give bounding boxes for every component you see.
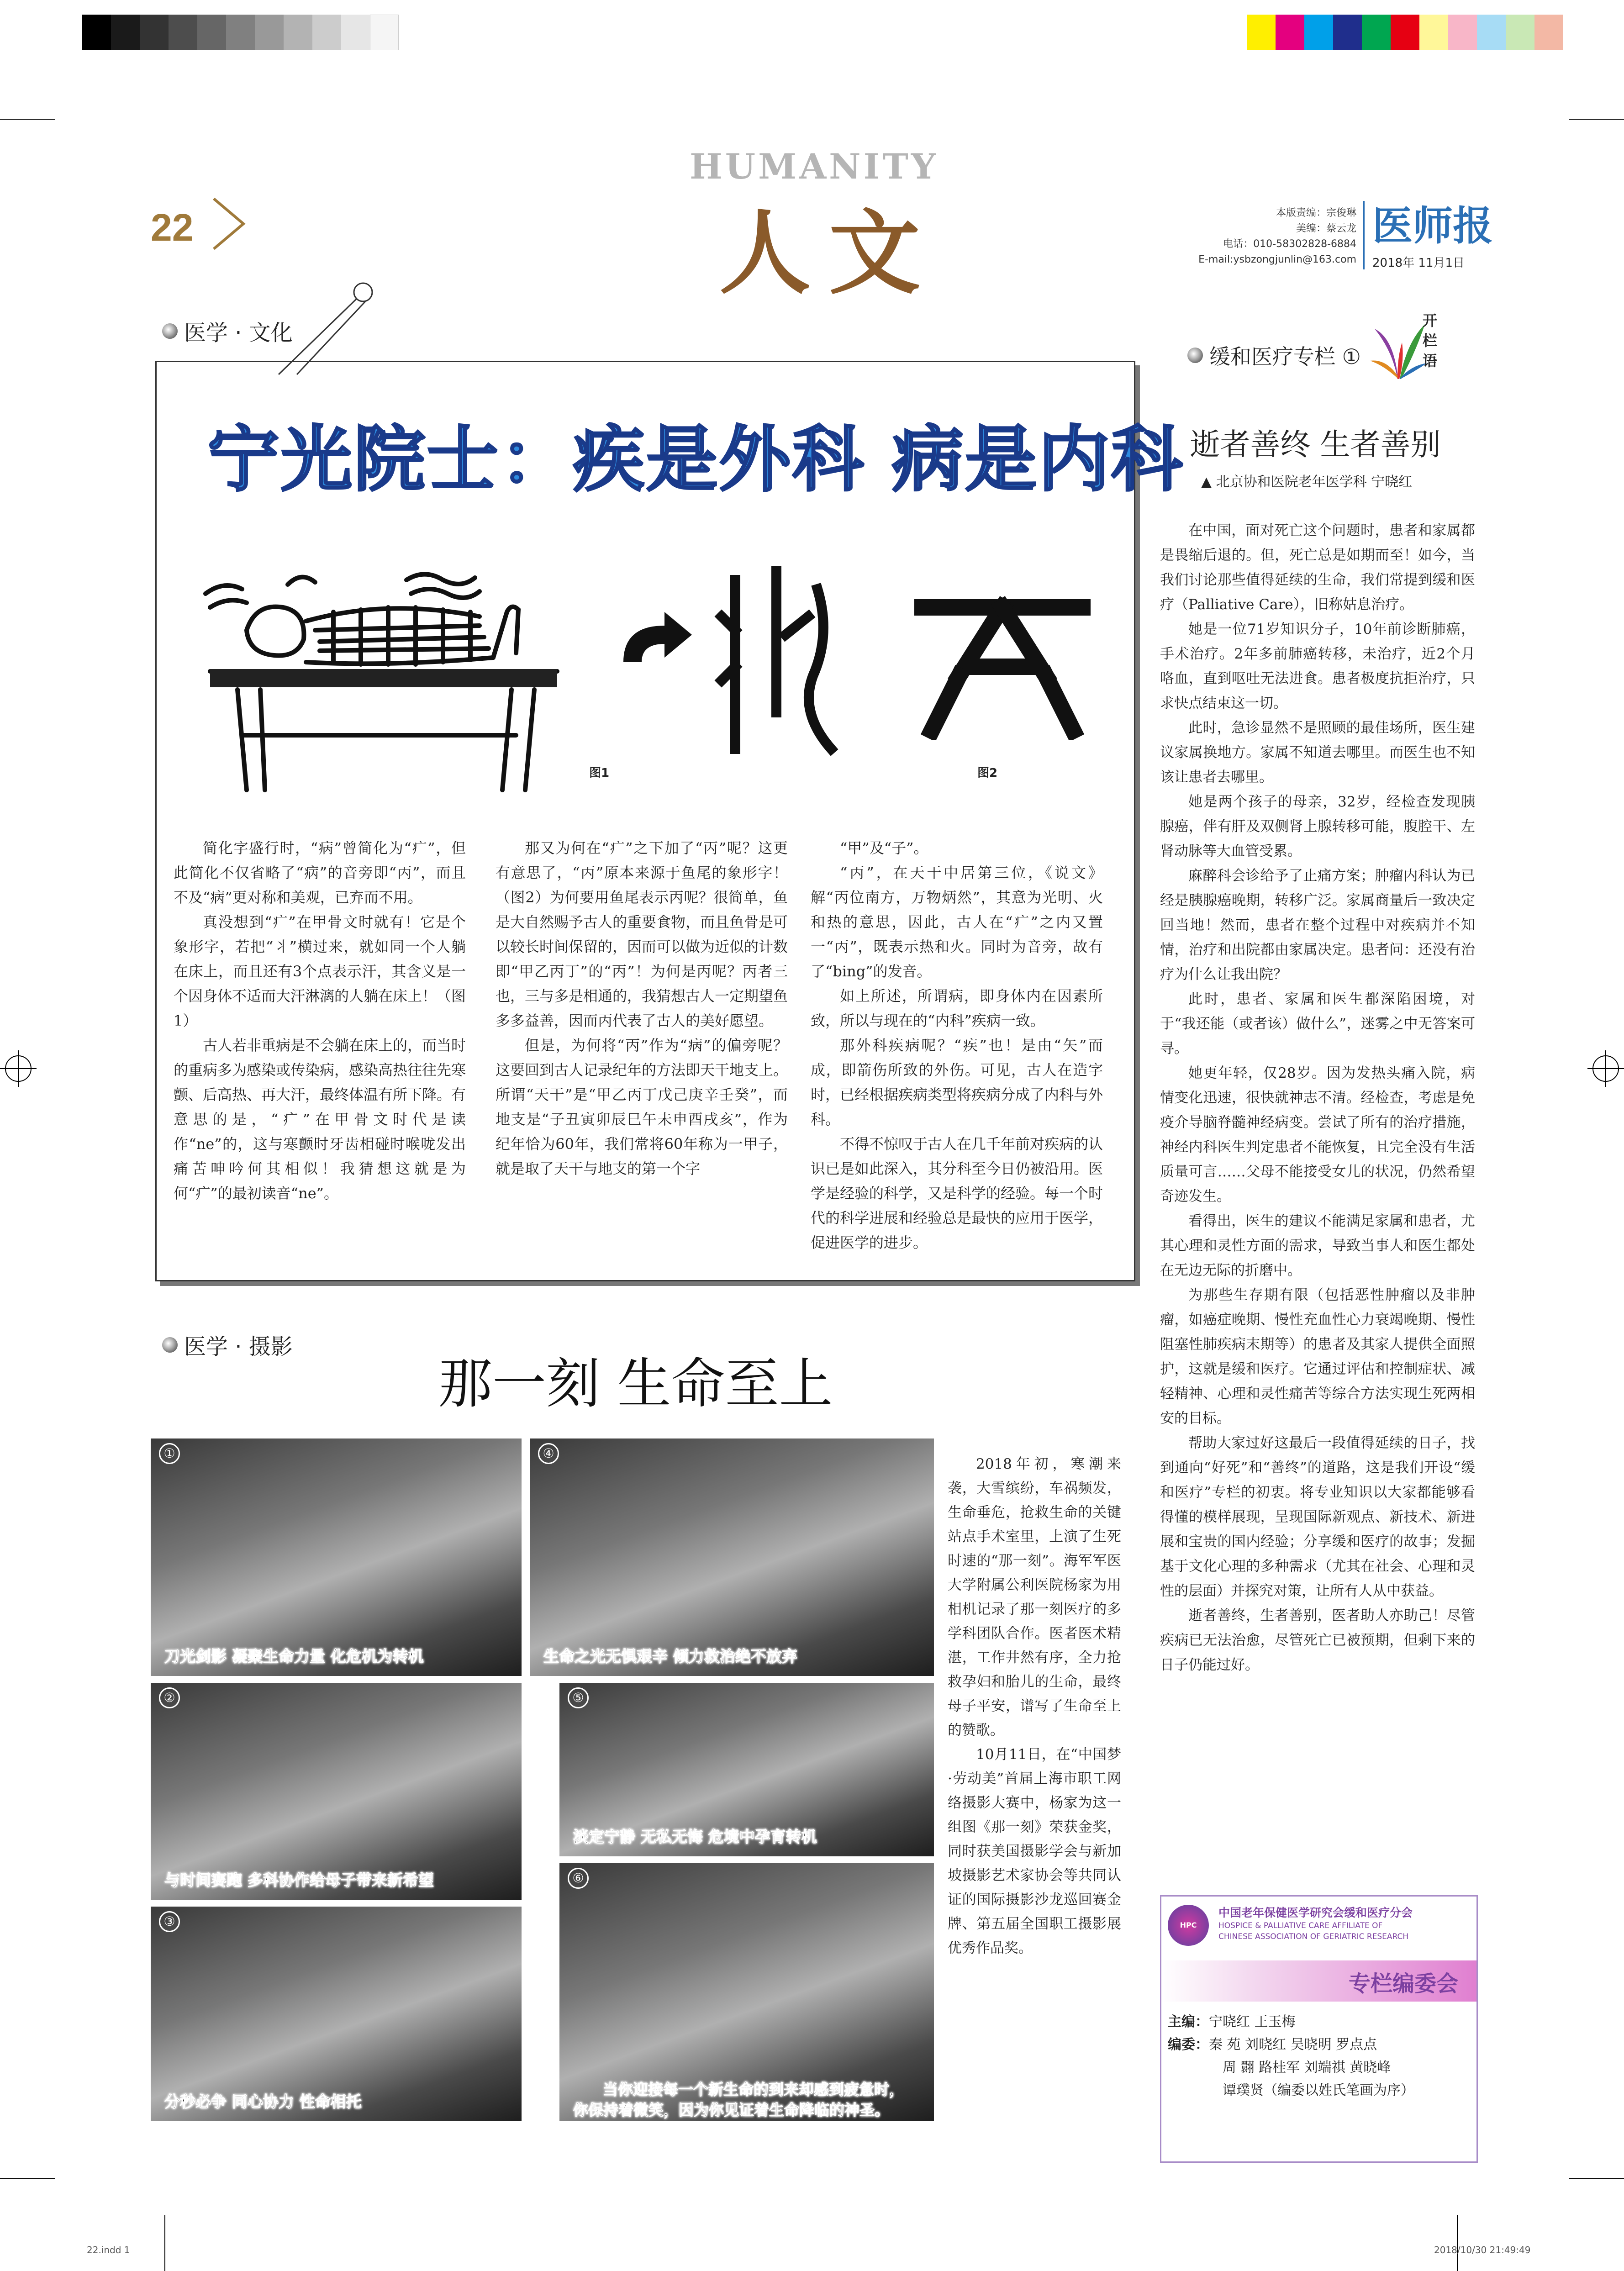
association-logo: HPC [1168,1905,1209,1946]
photo-caption: 与时间赛跑 多科协作给母子带来新希望 [164,1871,434,1890]
paragraph: 古人若非重病是不会躺在床上的，而当时的重病多为感染或传染病，感染高热往往先寒颤、后高热、再大汗，最终体温有所下降。有意思的是，“疒”在甲骨文时代是读作“ne”的，这与寒颤时牙齿相碰时喉咙发出痛苦呻吟何其相似！我猜想这就是为何“疒”的最初读音“ne”。 [174,1037,466,1202]
crop-mark [0,2178,55,2179]
phone-line: 电话：010-58302828-6884 [1223,238,1356,250]
gray-calibration-bar [82,15,399,50]
paragraph: 此时，患者、家属和医生都深陷困境，对于“我还能（或者该）做什么”，迷雾之中无答案可寻。 [1160,991,1475,1057]
paragraph: 那外科疾病呢？“疾”也！是由“矢”而成，即箭伤所致的外伤。可见，古人在造字时，已经根据疾病类型将疾病分成了内科与外科。 [811,1037,1103,1128]
column-body [1160,518,1475,1677]
paragraph: 她是两个孩子的母亲，32岁，经检查发现胰腺癌，伴有肝及双侧肾上腺转移可能，腹腔干、左肾动脉等大血管受累。 [1160,794,1475,859]
paragraph: 不得不惊叹于古人在几千年前对疾病的认识已是如此深入，其分科至今日仍被沿用。医学是经验的科学，又是科学的经验。每一个时代的科学进展和经验总是最快的应用于医学，促进医学的进步。 [811,1135,1103,1251]
paragraph: 10月11日，在“中国梦·劳动美”首届上海市职工网络摄影大赛中，杨家为这一组图《那一刻》荣获金奖，同时获美国摄影学会与新加坡摄影艺术家协会等共同认证的国际摄影沙龙巡回赛金牌、第五届全国职工摄影展优秀作品奖。 [948,1746,1121,1956]
paragraph: 为那些生存期有限（包括恶性肿瘤以及非肿瘤，如癌症晚期、慢性充血性心力衰竭晚期、慢性阻塞性肺疾病末期等）的患者及其家人提供全面照护，这就是缓和医疗。它通过评估和控制症状、减轻精神、心理和灵性痛苦等综合方法实现生死两相安的目标。 [1160,1287,1475,1427]
editor-info [1169,205,1356,268]
color-calibration-bar [1247,15,1563,50]
bullet-dot-icon [162,1337,178,1353]
committee-members [1168,2011,1469,2102]
paragraph: 但是，为何将“丙”作为“病”的偏旁呢？这要回到古人记录纪年的方法即天干地支上。所谓“天干”是“甲乙丙丁戊己庚辛壬癸”，而地支是“子丑寅卯辰巳午未申酉戌亥”，作为纪年恰为60年，我们常将60年称为一甲子，就是取了天干与地支的第一个字 [496,1037,788,1177]
members-line: 秦 苑 刘晓红 吴晓明 罗点点 [1209,2037,1377,2053]
association-name-en-1: HOSPICE & PALLIATIVE CARE AFFILIATE OF [1218,1921,1383,1930]
crop-mark [164,2215,165,2271]
paragraph: “丙”，在天干中居第三位，《说文》解“丙位南方，万物炳然”，其意为光明、火和热的意思，因此，古人在“疒”之内又置一“丙”，既表示热和火。同时为音旁，故有了“bing”的发音。 [811,864,1103,980]
crop-mark [1569,2178,1624,2179]
association-name-cn: 中国老年保健医学研究会缓和医疗分会 [1218,1906,1413,1919]
surgery-photo-5 [559,1683,934,1856]
photo-number: ① [159,1443,180,1464]
article-column-3 [811,836,1103,1255]
registration-mark-right [1587,1032,1624,1105]
members-line: 周 翾 路桂军 刘端祺 黄晓峰 [1223,2060,1391,2076]
paragraph: 简化字盛行时，“病”曾简化为“疒”，但此简化不仅省略了“病”的音旁即“丙”，而且不及“病”更对称和美观，已弃而不用。 [174,839,466,906]
editor-line: 本版责编：宗俊琳 [1276,207,1356,219]
photo-caption: 分秒必争 同心协力 性命相托 [164,2093,362,2111]
surgery-photo-6 [559,1863,934,2121]
photo-number: ⑤ [568,1687,589,1708]
photo-number: ③ [159,1911,180,1932]
crop-mark [0,119,55,120]
curved-arrow-icon [614,603,696,667]
figure1-caption: 图1 [589,766,610,780]
paragraph: 那又为何在“疒”之下加了“丙”呢？这更有意思了，“丙”原本来源于鱼尾的象形字！（图2）为何要用鱼尾表示丙呢？很简单，鱼是大自然赐予古人的重要食物，而且鱼骨是可以较长时间保留的，因而可以做为近似的计数即“甲乙丙丁”的“丙”！为何是丙呢？丙者三也，三与多是相通的，我猜想古人一定期望鱼多多益善，因而丙代表了古人的美好愿望。 [496,839,788,1029]
registration-mark-left [0,1032,37,1105]
photo-number: ⑥ [568,1868,589,1889]
photo-section-title: 那一刻 生命至上 [438,1352,833,1415]
paragraph: 帮助大家过好这最后一段值得延续的日子，找到通向“好死”和“善终”的道路，这是我们开设“缓和医疗”专栏的初衷。将专业知识以大家都能够看得懂的模样展现，呈现国际新观点、新技术、新进展和宝贵的国内经验；分享缓和医疗的故事；发掘基于文化心理的多种需求（尤其在社会、心理和灵性的层面）并探究对策，让所有人从中获益。 [1160,1435,1475,1599]
paragraph: 她是一位71岁知识分子，10年前诊断肺癌，手术治疗。2年多前肺癌转移，未治疗，近2个月咯血，直到呕吐无法进食。患者极度抗拒治疗，只求快点结束这一切。 [1160,621,1475,711]
page-number: 22 [151,206,194,249]
article-column-2 [496,836,788,1181]
file-timestamp: 2018/10/30 21:49:49 [1434,2245,1531,2255]
photo-article-body [948,1452,1121,1960]
chief-editor-label: 主编： [1168,2014,1209,2030]
article-column-1 [174,836,466,1206]
paragraph: 在中国，面对死亡这个问题时，患者和家属都是畏缩后退的。但，死亡总是如期而至！如今，当我们讨论那些值得延续的生命，我们常提到缓和医疗（Palliative Care），旧称姑息治疗。 [1160,522,1475,613]
email-line: E-mail:ysbzongjunlin@163.com [1198,254,1356,265]
paragraph: 如上所述，所谓病，即身体内在因素所致，所以与现在的“内科”疾病一致。 [811,987,1103,1029]
header-divider [1363,201,1365,269]
editorial-committee-box [1160,1895,1478,2163]
column-title: 逝者善终 生者善别 [1190,427,1441,462]
surgery-photo-4 [530,1438,934,1676]
paragraph: 逝者善终，生者善别，医者助人亦助己！尽管疾病已无法治愈，尽管死亡已被预期，但剩下来的日子仍能过好。 [1160,1607,1475,1673]
colorful-leaves-logo-icon [1366,311,1429,384]
members-label: 编委： [1168,2037,1209,2053]
column-byline: ▲ 北京协和医院老年医学科 宁晓红 [1201,474,1413,490]
photo-caption: 刀光剑影 凝聚生命力量 化危机为转机 [164,1648,424,1666]
designer-line: 美编：蔡云龙 [1296,223,1356,234]
figure2-oracle-glyph-2 [913,594,1091,740]
paragraph: “甲”及“子”。 [840,839,928,857]
members-line: 谭璞贤（编委以姓氏笔画为序） [1223,2082,1414,2098]
crop-mark [1457,2215,1458,2271]
paragraph: 看得出，医生的建议不能满足家属和患者，尤其心理和灵性方面的需求，导致当事人和医生都处在无边无际的折磨中。 [1160,1213,1475,1279]
article-headline: 宁光院士：疾是外科 病是内科 [208,418,1185,501]
surgery-photo-3 [151,1907,522,2121]
opening-remarks-label: 开栏语 [1423,312,1438,369]
surgery-photo-1 [151,1438,522,1676]
column-tag-palliative [1187,340,1361,370]
figure2-oracle-glyph-1 [712,562,854,763]
paragraph: 此时，急诊显然不是照顾的最佳场所，医生建议家属换地方。家属不知道去哪里。而医生也不知该让患者去哪里。 [1160,720,1475,785]
section-tag-photography [162,1329,293,1360]
bullet-dot-icon [1187,348,1203,363]
photo-number: ④ [538,1443,559,1464]
photo-caption-line2: 你保持着微笑，因为你见证着生命降临的神圣。 [573,2101,890,2119]
section-title-en: HUMANITY [690,146,939,187]
photo-caption: 淡定宁静 无私无悔 危境中孕育转机 [573,1828,817,1846]
column-tag-label: 缓和医疗专栏 ① [1209,344,1361,369]
association-name-en-2: CHINESE ASSOCIATION OF GERIATRIC RESEARCH [1218,1932,1409,1941]
bullet-dot-icon [162,323,178,339]
figure2-caption: 图2 [977,766,998,780]
crop-mark [1569,119,1624,120]
section-title-cn: 人文 [719,200,939,307]
tag-label: 医学 · 文化 [184,320,293,346]
surgery-photo-2 [151,1683,522,1900]
photo-caption-line1: 当你迎接每一个新生命的到来却感到疲惫时， [603,2081,904,2098]
paragraph: 2018年初，寒潮来袭，大雪缤纷，车祸频发，生命垂危，抢救生命的关键站点手术室里，上演了生死时速的“那一刻”。海军军医大学附属公利医院杨家为用相机记录了那一刻医疗的多学科团队合作。医者医术精湛，工作井然有序，全力抢救孕妇和胎儿的生命，最终母子平安，谱写了生命至上的赞歌。 [948,1456,1121,1739]
paragraph: 她更年轻，仅28岁。因为发热头痛入院，病情变化迅速，很快就神志不清。经检查，考虑是免疫介导脑脊髓神经病变。尝试了所有的治疗措施，神经内科医生判定患者不能恢复，且完全没有生活质量可言……父母不能接受女儿的状况，仍然希望奇迹发生。 [1160,1065,1475,1205]
newspaper-brand: 医师报 [1372,202,1493,249]
issue-date: 2018年 11月1日 [1372,256,1465,270]
file-label: 22.indd 1 [87,2245,130,2255]
committee-banner [1161,1960,1476,2002]
paragraph: 麻醉科会诊给予了止痛方案；肿瘤内科认为已经是胰腺癌晚期，转移广泛。家属商量后一致决定回当地！然而，患者在整个过程中对疾病并不知情，治疗和出院都由家属决定。患者问：还没有治疗为什么让我出院？ [1160,868,1475,983]
figure1-sick-person-illustration [196,553,571,808]
photo-caption: 生命之光无惧艰辛 倾力救治绝不放弃 [543,1648,797,1666]
chief-editor-names: 宁晓红 王玉梅 [1209,2014,1296,2030]
paragraph: 真没想到“疒”在甲骨文时就有！它是个象形字，若把“丬”横过来，就如同一个人躺在床上，而且还有3个点表示汗，其含义是一个因身体不适而大汗淋漓的人躺在床上！（图1） [174,913,466,1029]
chevron-right-icon [209,194,250,253]
tag-label: 医学 · 摄影 [184,1334,293,1359]
photo-number: ② [159,1687,180,1708]
committee-banner-label: 专栏编委会 [1348,1971,1458,1997]
